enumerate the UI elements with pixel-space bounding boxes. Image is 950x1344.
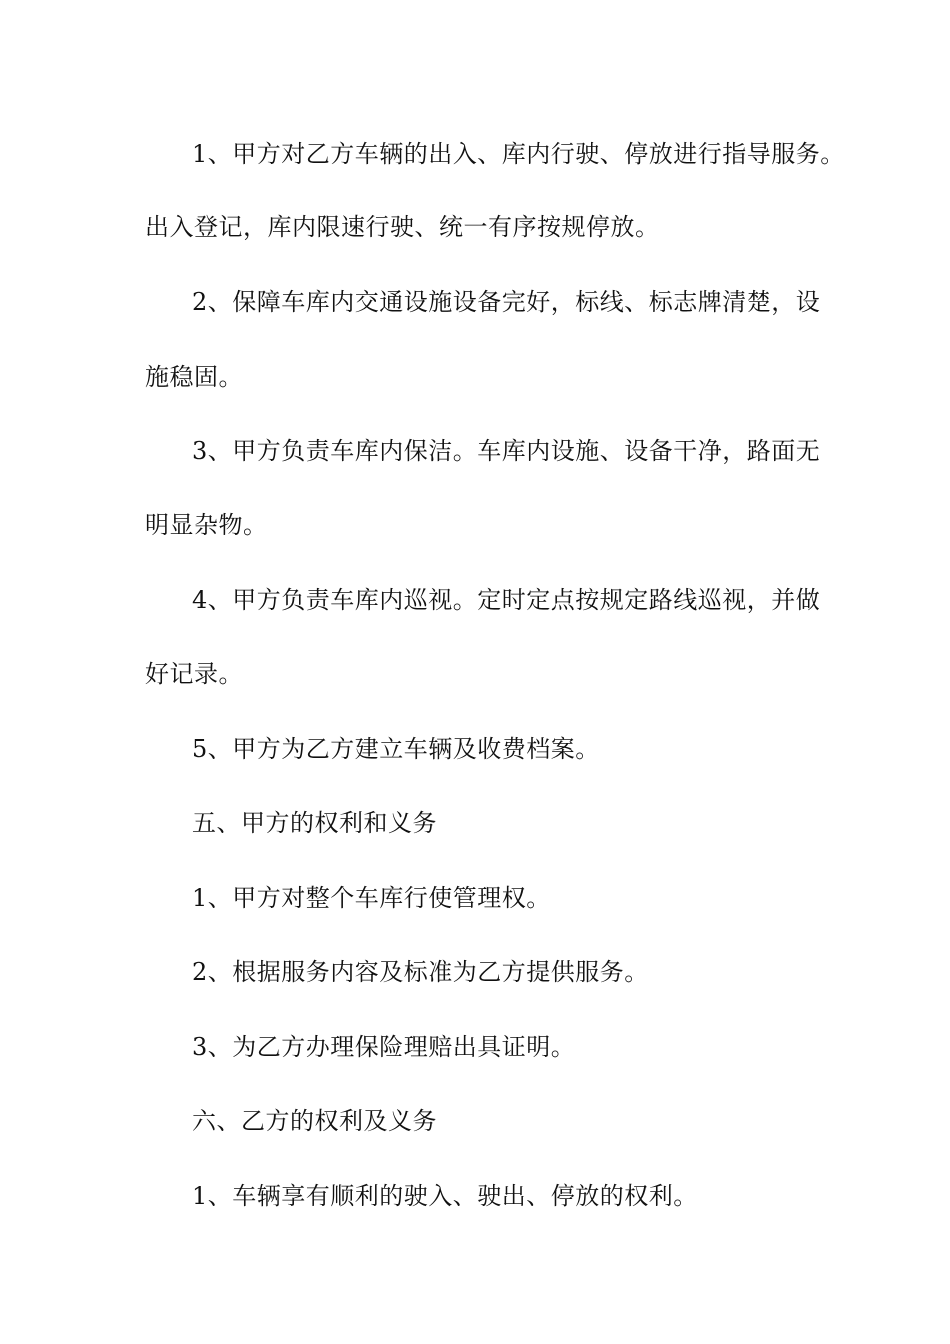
paragraph-line: 好记录。 <box>145 660 243 688</box>
paragraph-line: 2、保障车库内交通设施设备完好，标线、标志牌清楚，设 <box>192 288 821 316</box>
paragraph-line: 1、车辆享有顺利的驶入、驶出、停放的权利。 <box>192 1182 698 1210</box>
paragraph-line: 3、甲方负责车库内保洁。车库内设施、设备干净，路面无 <box>192 437 821 465</box>
paragraph-line: 出入登记，库内限速行驶、统一有序按规停放。 <box>145 213 660 241</box>
paragraph-line: 明显杂物。 <box>145 511 268 539</box>
paragraph-line: 5、甲方为乙方建立车辆及收费档案。 <box>192 735 600 763</box>
section-heading: 六、乙方的权利及义务 <box>192 1107 437 1135</box>
paragraph-line: 1、甲方对整个车库行使管理权。 <box>192 884 551 912</box>
paragraph-line: 2、根据服务内容及标准为乙方提供服务。 <box>192 958 649 986</box>
paragraph-line: 4、甲方负责车库内巡视。定时定点按规定路线巡视，并做 <box>192 586 821 614</box>
section-heading: 五、甲方的权利和义务 <box>192 809 437 837</box>
paragraph-line: 施稳固。 <box>145 363 243 391</box>
paragraph-line: 1、甲方对乙方车辆的出入、库内行驶、停放进行指导服务。 <box>192 140 845 168</box>
paragraph-line: 3、为乙方办理保险理赔出具证明。 <box>192 1033 576 1061</box>
